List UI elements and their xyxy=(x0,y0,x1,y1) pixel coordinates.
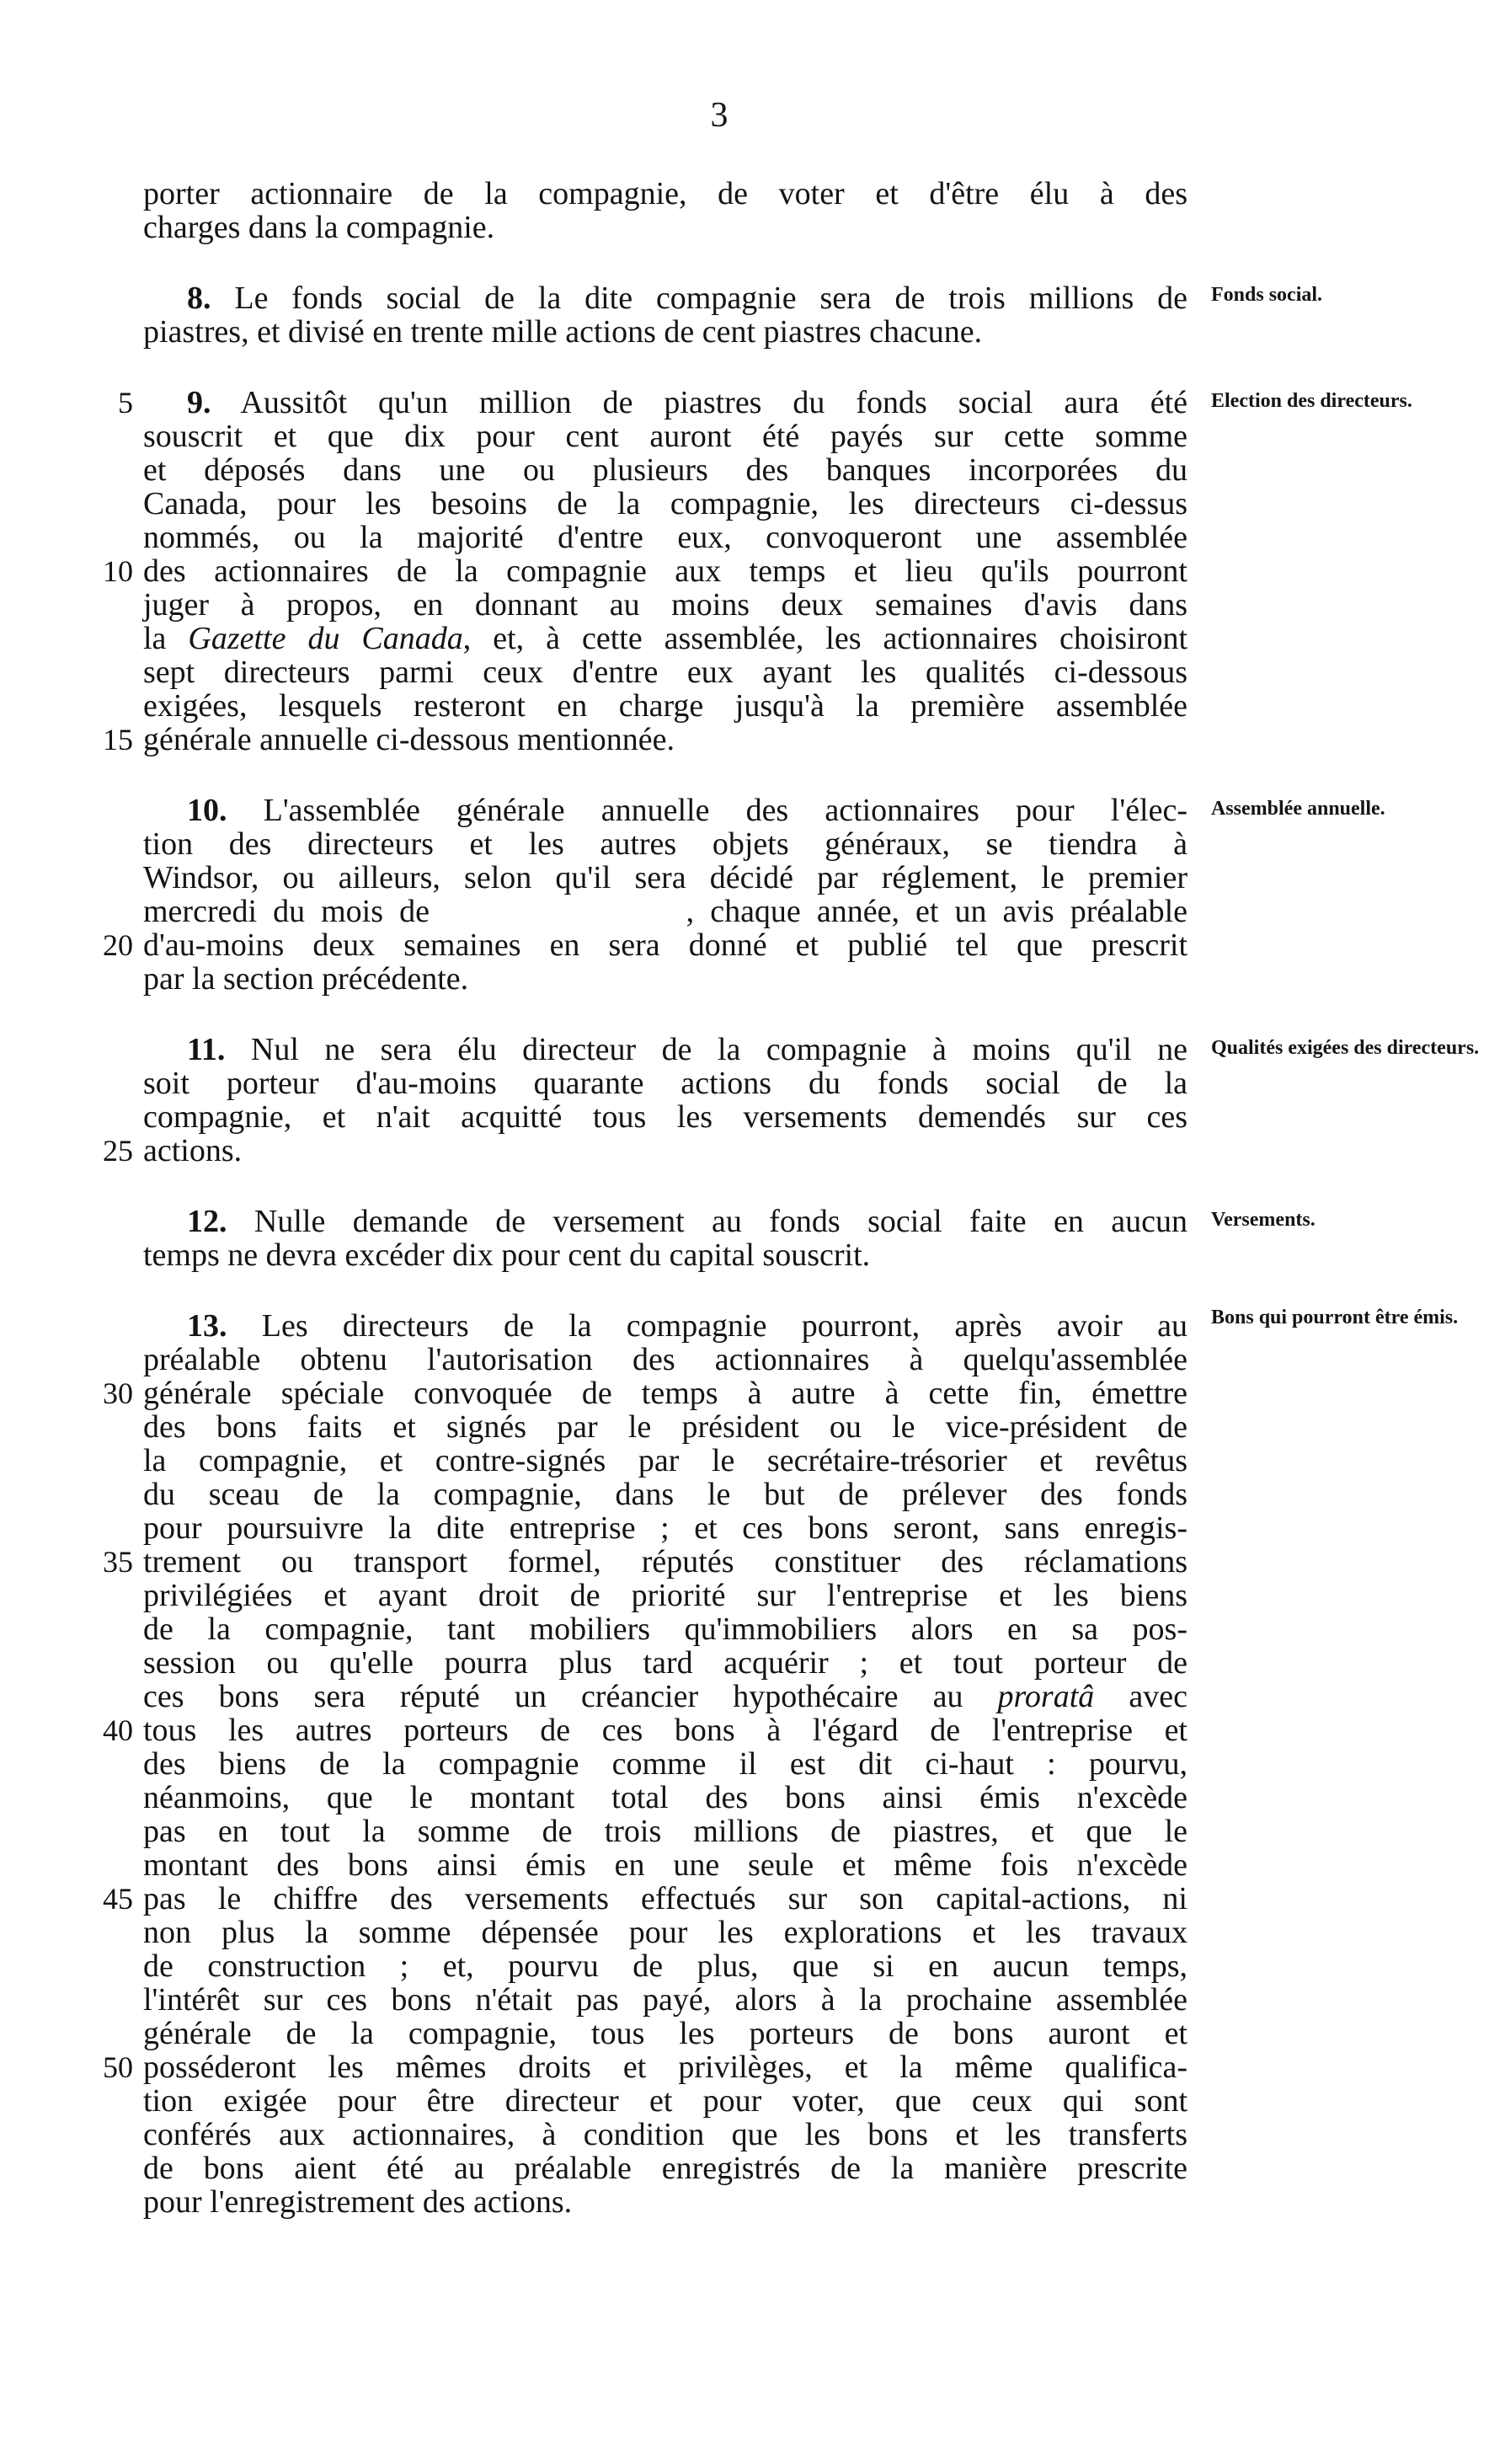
margin-note-qualites-directeurs: Qualités exigées des directeurs. xyxy=(1211,1037,1480,1059)
text-line: nommés, ou la majorité d'entre eux, convoqueront une assemblée xyxy=(143,520,1187,555)
text-line: 25 actions. xyxy=(143,1134,1187,1168)
text-line: pour l'enregistrement des actions. xyxy=(143,2184,573,2220)
text-line: de bons aient été au préalable enregistrés de la manière prescrite xyxy=(143,2151,1187,2186)
text-line: par la section précédente. xyxy=(143,961,469,997)
text-line: charges dans la compagnie. xyxy=(143,210,495,245)
margin-note-fonds-social: Fonds social. xyxy=(1211,284,1323,306)
line-number: 40 xyxy=(103,1713,133,1747)
text-line: tion des directeurs et les autres objets généraux, se tiendra à xyxy=(143,826,1187,862)
line-number: 25 xyxy=(103,1134,133,1168)
text-line: non plus la somme dépensée pour les explorations et les travaux xyxy=(143,1915,1187,1950)
text-line: temps ne devra excéder dix pour cent du capital souscrit. xyxy=(143,1237,871,1273)
section-9-line: 5 9. Aussitôt qu'un million de piastres du fonds social aura été Election des directeurs. xyxy=(143,386,1187,420)
publication-title: Gazette du Canada xyxy=(188,621,463,656)
text-line: Canada, pour les besoins de la compagnie, les directeurs ci-dessus xyxy=(143,486,1187,521)
text-line: des biens de la compagnie comme il est dit ci-haut : pourvu, xyxy=(143,1746,1187,1782)
text-line: mercredi du mois de , chaque année, et un avis préalable xyxy=(143,894,1187,929)
text-line: ces bons sera réputé un créancier hypothécaire au proratâ avec xyxy=(143,1679,1187,1714)
text-line: montant des bons ainsi émis en une seule et même fois n'excède xyxy=(143,1847,1187,1883)
text-line: Windsor, ou ailleurs, selon qu'il sera décidé par réglement, le premier xyxy=(143,860,1187,895)
line-number: 30 xyxy=(103,1376,133,1410)
section-number: 8. xyxy=(187,281,211,316)
text-line: juger à propos, en donnant au moins deux semaines d'avis dans xyxy=(143,587,1187,623)
line-number: 20 xyxy=(103,928,133,962)
section-number: 13. xyxy=(187,1308,227,1344)
text-line: 40 tous les autres porteurs de ces bons à l'égard de l'entreprise et xyxy=(143,1713,1187,1747)
section-number: 10. xyxy=(187,793,227,828)
text-line: de la compagnie, tant mobiliers qu'immobiliers alors en sa pos- xyxy=(143,1611,1187,1647)
section-11-line: 11. Nul ne sera élu directeur de la compagnie à moins qu'il ne Qualités exigées des directeurs. xyxy=(143,1033,1187,1066)
margin-note-versements: Versements. xyxy=(1211,1209,1316,1231)
text-line: soit porteur d'au-moins quarante actions du fonds social de la xyxy=(143,1066,1187,1101)
text-line: 50 posséderont les mêmes droits et privilèges, et la même qualifica- xyxy=(143,2050,1187,2084)
text-line: et déposés dans une ou plusieurs des banques incorporées du xyxy=(143,452,1187,488)
line-number: 50 xyxy=(103,2050,133,2084)
text-line: conférés aux actionnaires, à condition que les bons et les transferts xyxy=(143,2117,1187,2152)
margin-note-election-directeurs: Election des directeurs. xyxy=(1211,390,1412,412)
text-line: 15 générale annuelle ci-dessous mentionnée. xyxy=(143,723,1187,756)
text-line: la Gazette du Canada, et, à cette assemblée, les actionnaires choisiront xyxy=(143,621,1187,656)
text-line: de construction ; et, pourvu de plus, que si en aucun temps, xyxy=(143,1948,1187,1984)
margin-note-bons: Bons qui pourront être émis. xyxy=(1211,1307,1459,1328)
line-number: 15 xyxy=(103,723,133,756)
text-line: préalable obtenu l'autorisation des actionnaires à quelqu'assemblée xyxy=(143,1342,1187,1377)
text-line: pas en tout la somme de trois millions de piastres, et que le xyxy=(143,1814,1187,1849)
text-line: générale de la compagnie, tous les porteurs de bons auront et xyxy=(143,2016,1187,2051)
margin-note-assemblee-annuelle: Assemblée annuelle. xyxy=(1211,798,1385,820)
section-number: 11. xyxy=(187,1032,226,1067)
text-line: exigées, lesquels resteront en charge jusqu'à la première assemblée xyxy=(143,688,1187,724)
section-12-line: 12. Nulle demande de versement au fonds social faite en aucun Versements. xyxy=(143,1205,1187,1238)
section-8-line: 8. Le fonds social de la dite compagnie sera de trois millions de Fonds social. xyxy=(143,281,1187,315)
text-line: souscrit et que dix pour cent auront été payés sur cette somme xyxy=(143,419,1187,454)
text-line: sept directeurs parmi ceux d'entre eux ayant les qualités ci-dessous xyxy=(143,655,1187,690)
section-13-line: 13. Les directeurs de la compagnie pourront, après avoir au Bons qui pourront être émis. xyxy=(143,1309,1187,1343)
text-line: du sceau de la compagnie, dans le but de prélever des fonds xyxy=(143,1477,1187,1512)
section-number: 12. xyxy=(187,1204,227,1239)
section-10-line: 10. L'assemblée générale annuelle des actionnaires pour l'élec- Assemblée annuelle. xyxy=(143,794,1187,827)
text-line: 45 pas le chiffre des versements effectués sur son capital-actions, ni xyxy=(143,1882,1187,1916)
text-line: des bons faits et signés par le président ou le vice-président de xyxy=(143,1409,1187,1445)
text-line: néanmoins, que le montant total des bons ainsi émis n'excède xyxy=(143,1780,1187,1815)
line-number: 35 xyxy=(103,1545,133,1579)
text-line: tion exigée pour être directeur et pour voter, que ceux qui sont xyxy=(143,2083,1187,2119)
line-number: 5 xyxy=(118,386,133,420)
text-line: pour poursuivre la dite entreprise ; et ces bons seront, sans enregis- xyxy=(143,1510,1187,1546)
section-number: 9. xyxy=(187,385,211,420)
page-number: 3 xyxy=(710,96,728,135)
line-number: 10 xyxy=(103,554,133,588)
latin-term: proratâ xyxy=(997,1679,1095,1714)
text-line: 30 générale spéciale convoquée de temps à autre à cette fin, émettre xyxy=(143,1376,1187,1410)
text-line: session ou qu'elle pourra plus tard acquérir ; et tout porteur de xyxy=(143,1645,1187,1681)
text-line: piastres, et divisé en trente mille actions de cent piastres chacune. xyxy=(143,314,983,350)
line-number: 45 xyxy=(103,1882,133,1916)
text-line: porter actionnaire de la compagnie, de voter et d'être élu à des xyxy=(143,176,1187,211)
text-line: 35 trement ou transport formel, réputés constituer des réclamations xyxy=(143,1545,1187,1579)
body-text xyxy=(103,176,1480,2220)
text-line: 20 d'au-moins deux semaines en sera donné et publié tel que prescrit xyxy=(143,928,1187,962)
text-line: l'intérêt sur ces bons n'était pas payé, alors à la prochaine assemblée xyxy=(143,1982,1187,2018)
text-line: 10 des actionnaires de la compagnie aux temps et lieu qu'ils pourront xyxy=(143,554,1187,588)
text-line: privilégiées et ayant droit de priorité sur l'entreprise et les biens xyxy=(143,1578,1187,1613)
text-line: compagnie, et n'ait acquitté tous les versements demendés sur ces xyxy=(143,1099,1187,1135)
text-line: la compagnie, et contre-signés par le secrétaire-trésorier et revêtus xyxy=(143,1443,1187,1478)
